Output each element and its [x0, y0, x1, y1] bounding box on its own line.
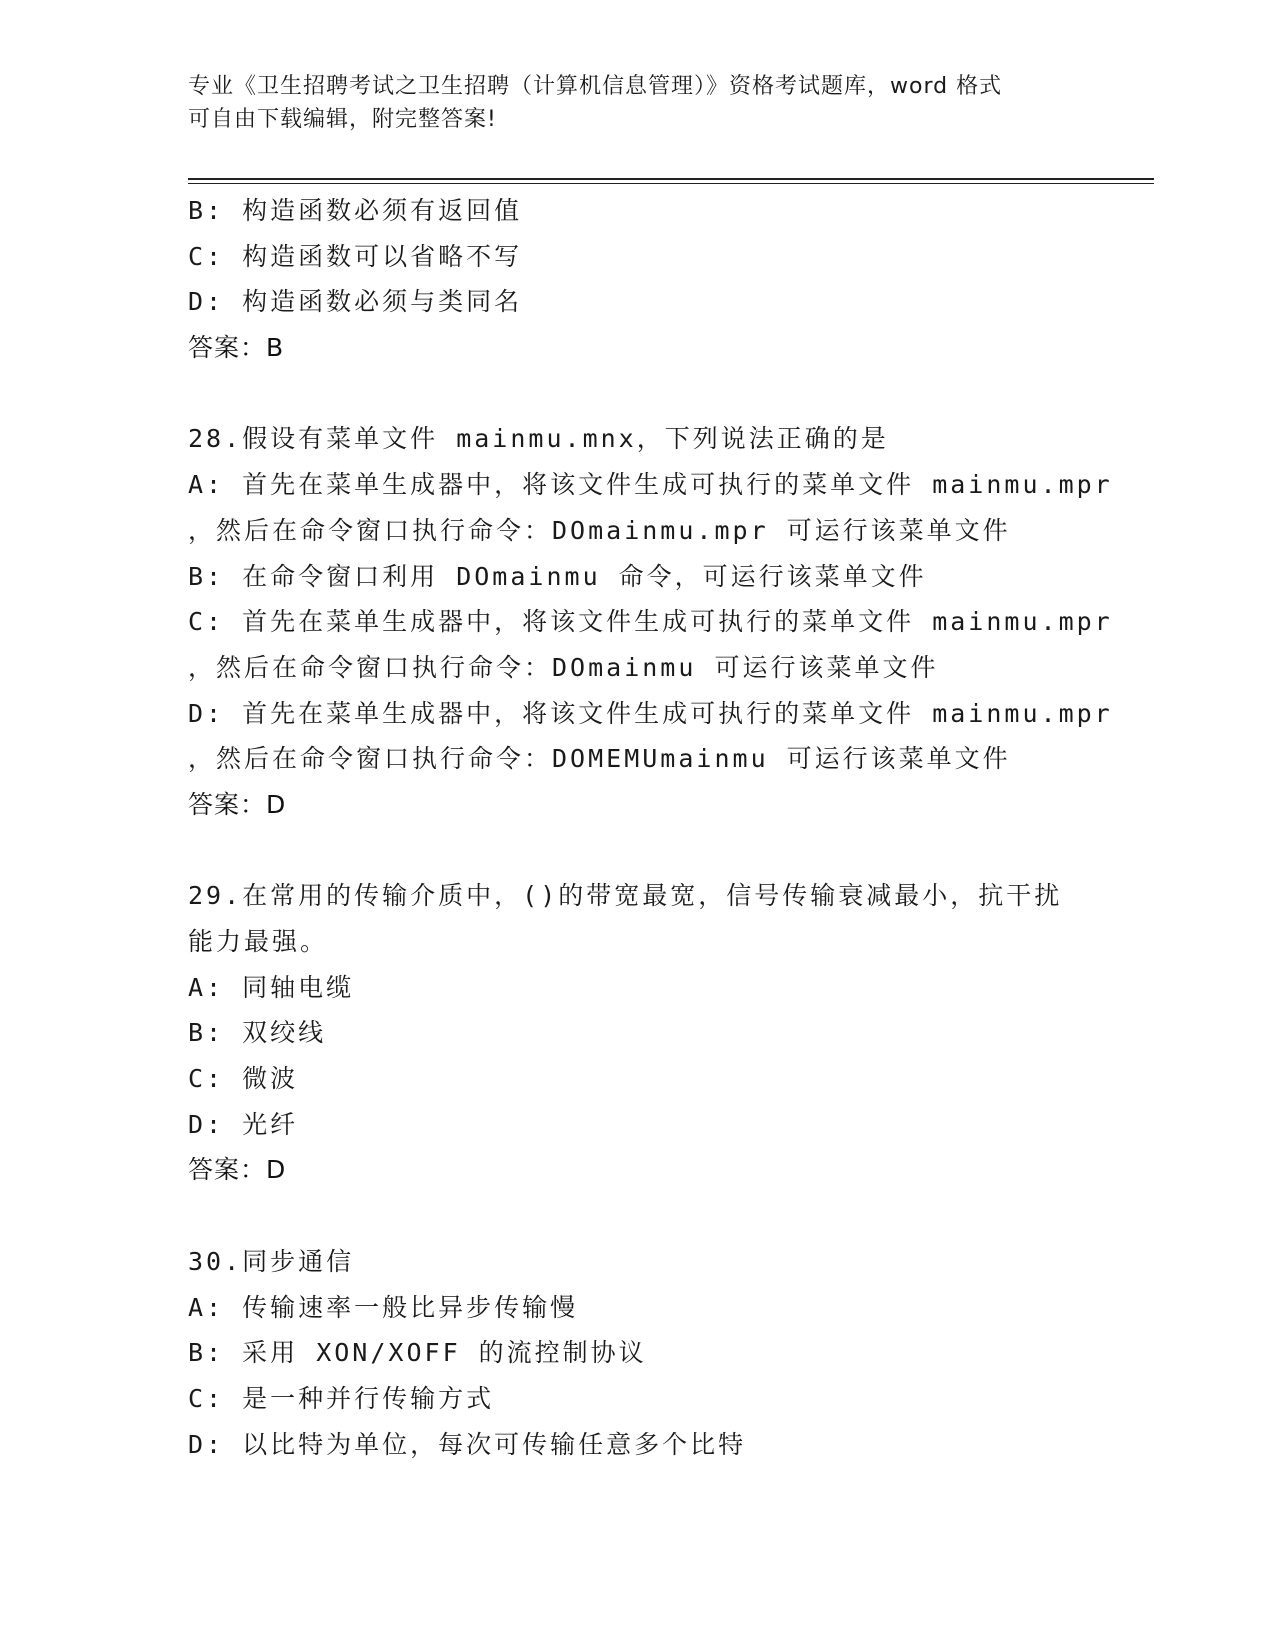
option-d: D: 光纤	[188, 1109, 299, 1139]
document-header	[188, 70, 1068, 136]
option-d: D: 构造函数必须与类同名	[188, 287, 523, 317]
question-stem: 28.假设有菜单文件 mainmu.mnx，下列说法正确的是	[188, 424, 889, 454]
question-stem-continued: 能力最强。	[188, 927, 329, 956]
question-29	[188, 873, 1088, 1193]
option-d: D: 首先在菜单生成器中，将该文件生成可执行的菜单文件 mainmu.mpr	[188, 698, 1113, 728]
option-c-continued: ，然后在命令窗口执行命令：DOmainmu 可运行该菜单文件	[188, 652, 939, 682]
header-line-2: 可自由下载编辑，附完整答案!	[188, 107, 497, 132]
option-b: B: 在命令窗口利用 DOmainmu 命令，可运行该菜单文件	[188, 561, 927, 591]
option-a: A: 首先在菜单生成器中，将该文件生成可执行的菜单文件 mainmu.mpr	[188, 470, 1113, 500]
answer-line: 答案：D	[188, 1155, 287, 1185]
option-c: C: 构造函数可以省略不写	[188, 241, 523, 271]
spacer	[188, 371, 1088, 417]
option-b: B: 构造函数必须有返回值	[188, 196, 523, 225]
option-a-continued: ，然后在命令窗口执行命令：DOmainmu.mpr 可运行该菜单文件	[188, 515, 1011, 545]
option-c: C: 是一种并行传输方式	[188, 1383, 495, 1413]
header-line-1: 专业《卫生招聘考试之卫生招聘（计算机信息管理）》资格考试题库，word 格式	[188, 74, 1003, 99]
option-d: D: 以比特为单位，每次可传输任意多个比特	[188, 1429, 747, 1459]
option-a: A: 同轴电缆	[188, 972, 355, 1002]
question-27-tail	[188, 188, 1088, 371]
header-divider-thin	[188, 183, 1154, 184]
option-c: C: 微波	[188, 1064, 299, 1094]
option-b: B: 采用 XON/XOFF 的流控制协议	[188, 1338, 647, 1368]
option-c: C: 首先在菜单生成器中，将该文件生成可执行的菜单文件 mainmu.mpr	[188, 607, 1113, 637]
spacer	[188, 1193, 1088, 1239]
option-a: A: 传输速率一般比异步传输慢	[188, 1292, 579, 1322]
question-stem: 30.同步通信	[188, 1246, 355, 1276]
answer-line: 答案：D	[188, 789, 287, 819]
spacer	[188, 828, 1088, 874]
question-stem: 29.在常用的传输介质中，()的带宽最宽，信号传输衰减最小，抗干扰	[188, 881, 1063, 911]
question-30	[188, 1239, 1088, 1467]
option-b: B: 双绞线	[188, 1018, 327, 1048]
document-body	[188, 188, 1113, 1467]
question-28	[188, 416, 1113, 827]
answer-line: 答案：B	[188, 333, 285, 363]
header-divider-thick	[188, 178, 1154, 180]
option-d-continued: ，然后在命令窗口执行命令：DOMEMUmainmu 可运行该菜单文件	[188, 744, 1011, 774]
